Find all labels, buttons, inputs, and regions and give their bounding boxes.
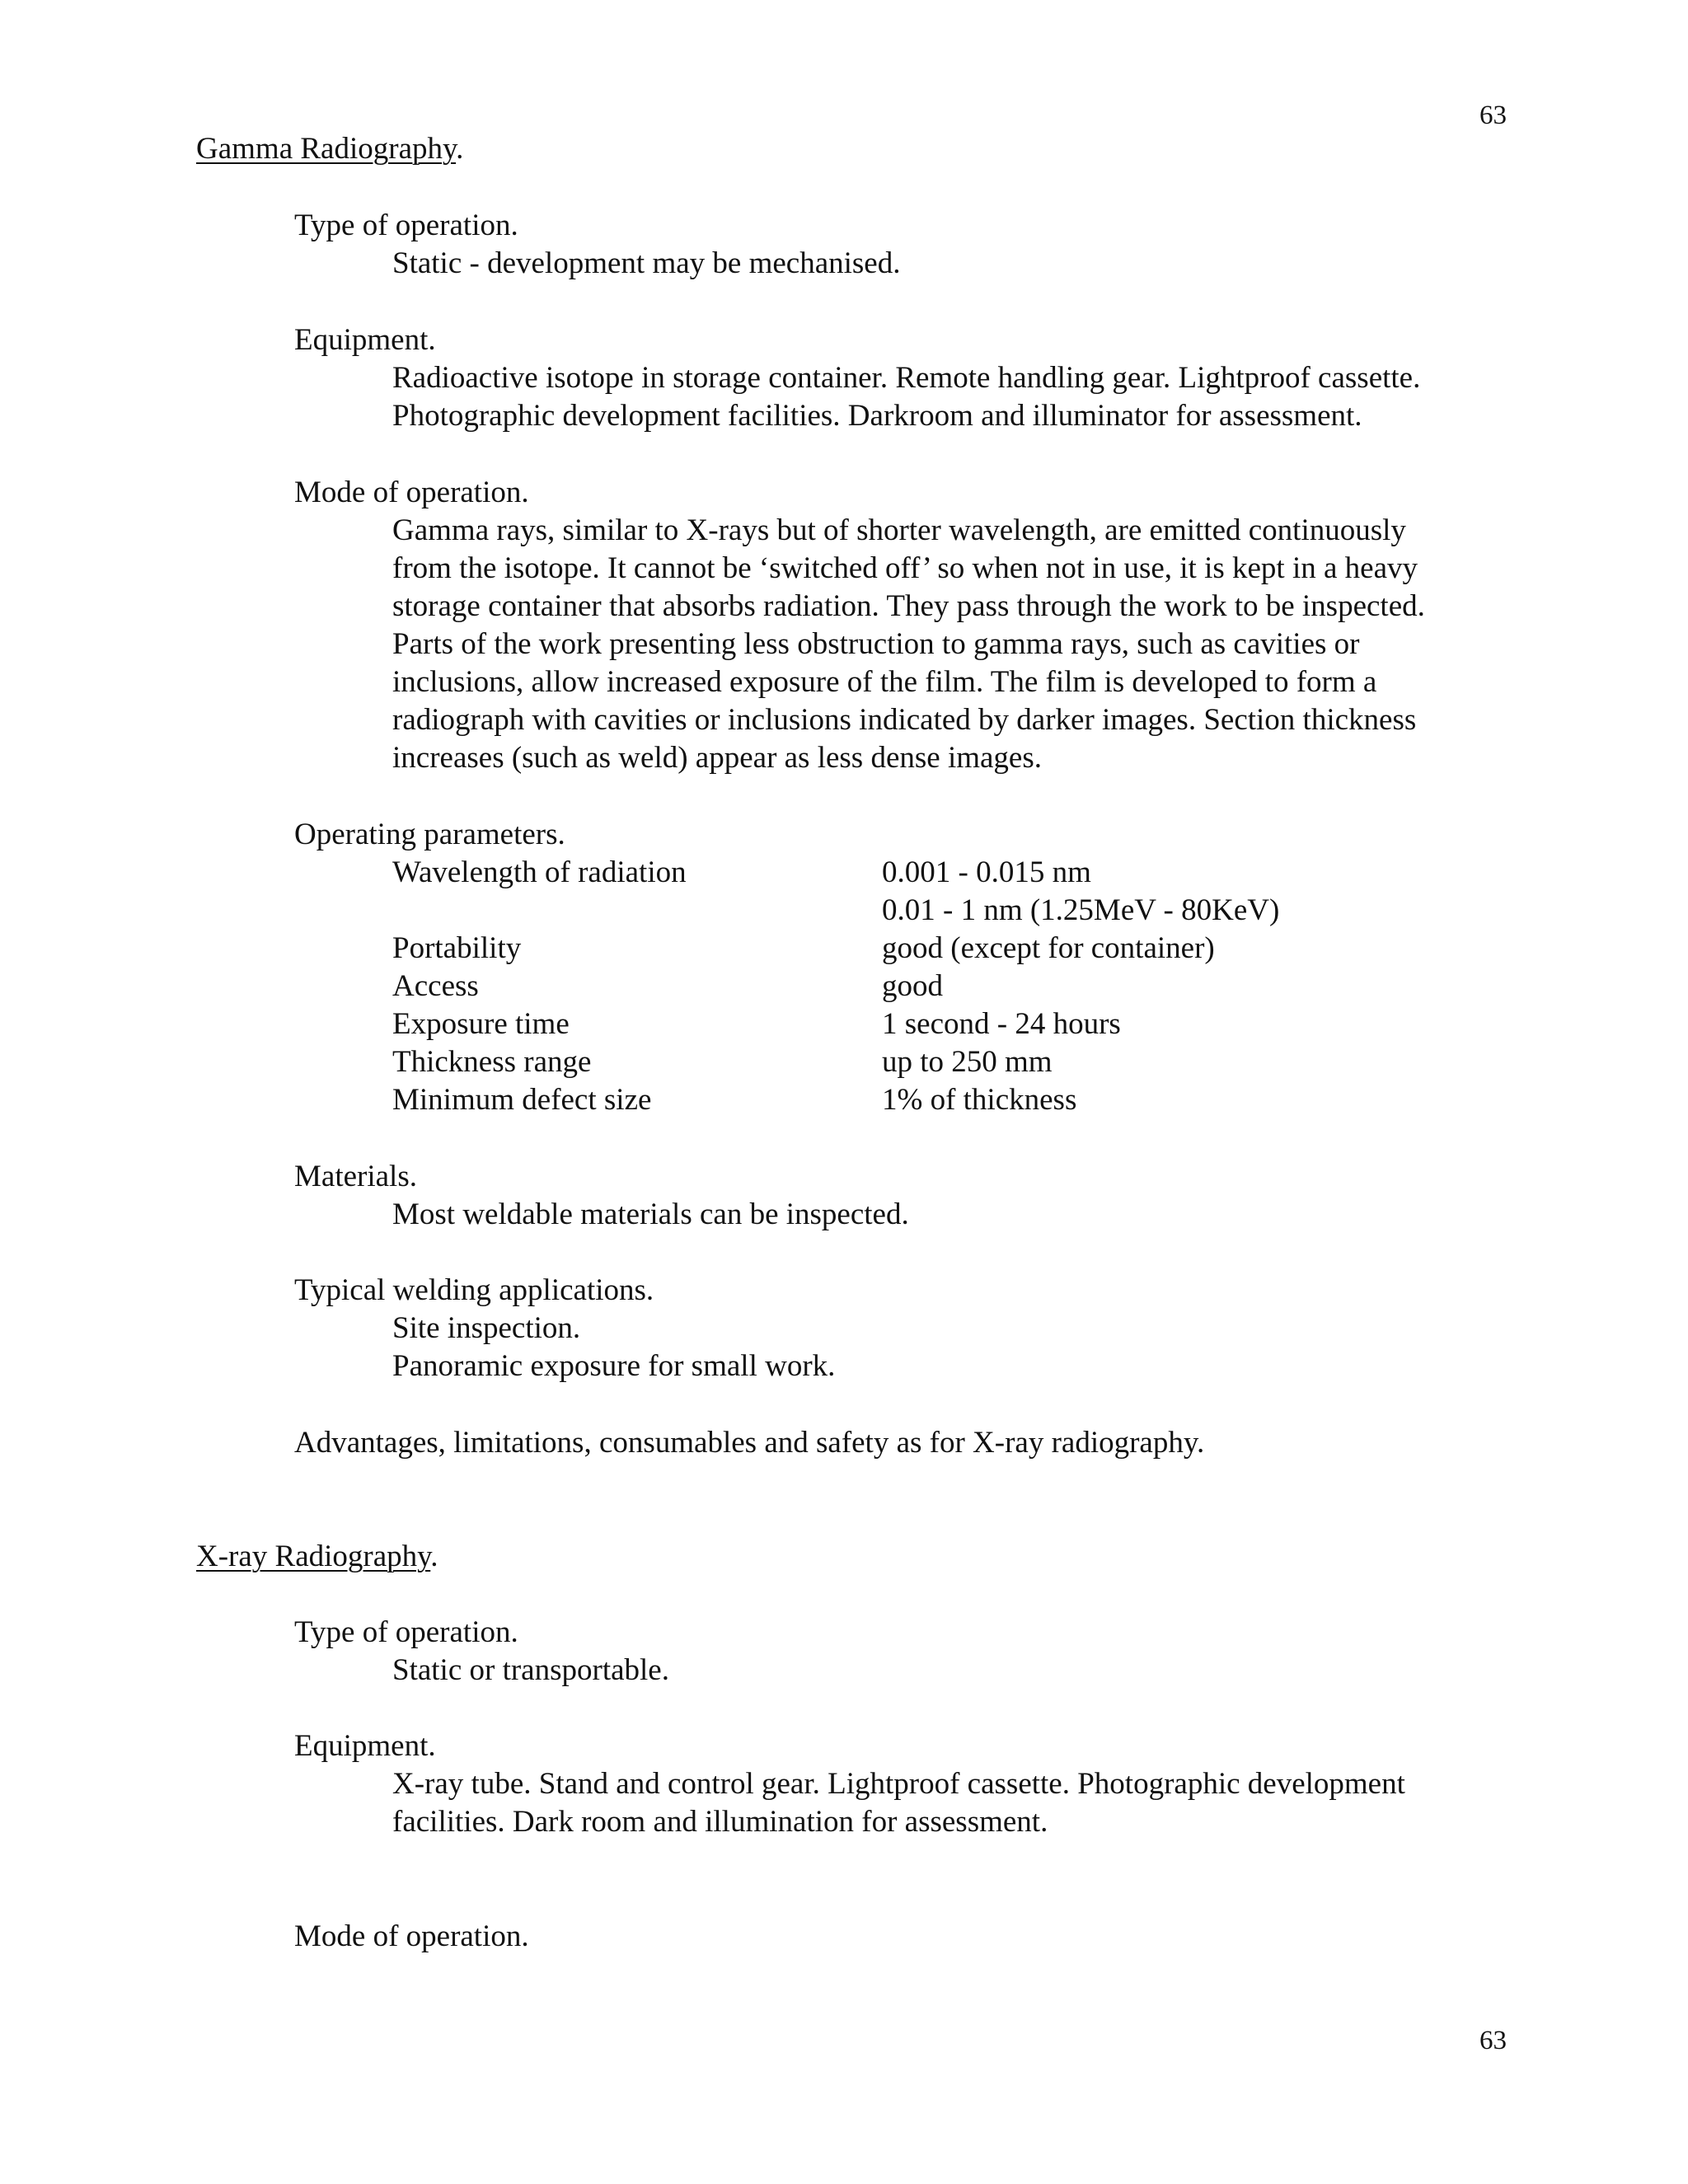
gamma-mode-line: increases (such as weld) appear as less dense images.: [392, 741, 1043, 775]
gamma-mode-line: radiograph with cavities or inclusions indicated by darker images. Section thickness: [392, 703, 1417, 737]
gamma-materials-text: Most weldable materials can be inspected.: [392, 1197, 909, 1231]
param-value-access: good: [882, 969, 943, 1003]
gamma-type-text: Static - development may be mechanised.: [392, 246, 901, 280]
xray-type-heading: Type of operation.: [294, 1615, 518, 1649]
param-value-portability: good (except for container): [882, 931, 1215, 965]
gamma-mode-line: Gamma rays, similar to X-rays but of shorter wavelength, are emitted continuously: [392, 513, 1406, 547]
section-title-gamma-radiography: Gamma Radiography.: [196, 132, 464, 166]
param-label-portability: Portability: [392, 931, 522, 965]
param-label-exposure-time: Exposure time: [392, 1007, 570, 1041]
gamma-mode-line: from the isotope. It cannot be ‘switched off’ so when not in use, it is kept in a heavy: [392, 551, 1418, 585]
gamma-equipment-line: Radioactive isotope in storage container. Remote handling gear. Lightproof cassette.: [392, 361, 1421, 395]
param-label-access: Access: [392, 969, 479, 1003]
section-title-xray-text: X-ray Radiography: [196, 1540, 431, 1573]
gamma-applications-heading: Typical welding applications.: [294, 1273, 654, 1307]
section-title-gamma-text: Gamma Radiography: [196, 132, 457, 166]
gamma-mode-heading: Mode of operation.: [294, 476, 529, 509]
xray-mode-heading: Mode of operation.: [294, 1919, 529, 1953]
page-number-top: 63: [1479, 101, 1507, 130]
xray-equipment-heading: Equipment.: [294, 1729, 436, 1763]
section-title-xray-radiography: X-ray Radiography.: [196, 1540, 438, 1573]
param-value-thickness-range: up to 250 mm: [882, 1045, 1053, 1079]
param-value-wavelength: 0.001 - 0.015 nm: [882, 855, 1091, 889]
gamma-equipment-heading: Equipment.: [294, 323, 436, 357]
xray-equipment-line: facilities. Dark room and illumination for assessment.: [392, 1805, 1048, 1839]
param-value-wavelength-energy: 0.01 - 1 nm (1.25MeV - 80KeV): [882, 893, 1280, 927]
gamma-params-heading: Operating parameters.: [294, 818, 565, 851]
gamma-mode-line: storage container that absorbs radiation. They pass through the work to be inspected.: [392, 589, 1425, 623]
gamma-mode-line: Parts of the work presenting less obstruction to gamma rays, such as cavities or: [392, 627, 1360, 661]
gamma-mode-line: inclusions, allow increased exposure of the film. The film is developed to form a: [392, 665, 1377, 699]
gamma-equipment-line: Photographic development facilities. Darkroom and illuminator for assessment.: [392, 399, 1362, 433]
param-value-exposure-time: 1 second - 24 hours: [882, 1007, 1121, 1041]
param-label-wavelength: Wavelength of radiation: [392, 855, 687, 889]
param-label-minimum-defect-size: Minimum defect size: [392, 1083, 652, 1117]
gamma-type-heading: Type of operation.: [294, 209, 518, 242]
gamma-application-line: Panoramic exposure for small work.: [392, 1349, 836, 1383]
param-value-minimum-defect-size: 1% of thickness: [882, 1083, 1077, 1117]
gamma-materials-heading: Materials.: [294, 1160, 417, 1193]
xray-equipment-line: X-ray tube. Stand and control gear. Lightproof cassette. Photographic development: [392, 1767, 1405, 1801]
gamma-advantages-text: Advantages, limitations, consumables and safety as for X-ray radiography.: [294, 1426, 1205, 1460]
param-label-thickness-range: Thickness range: [392, 1045, 592, 1079]
gamma-application-line: Site inspection.: [392, 1311, 581, 1345]
xray-type-text: Static or transportable.: [392, 1653, 669, 1687]
page-number-bottom: 63: [1479, 2026, 1507, 2055]
